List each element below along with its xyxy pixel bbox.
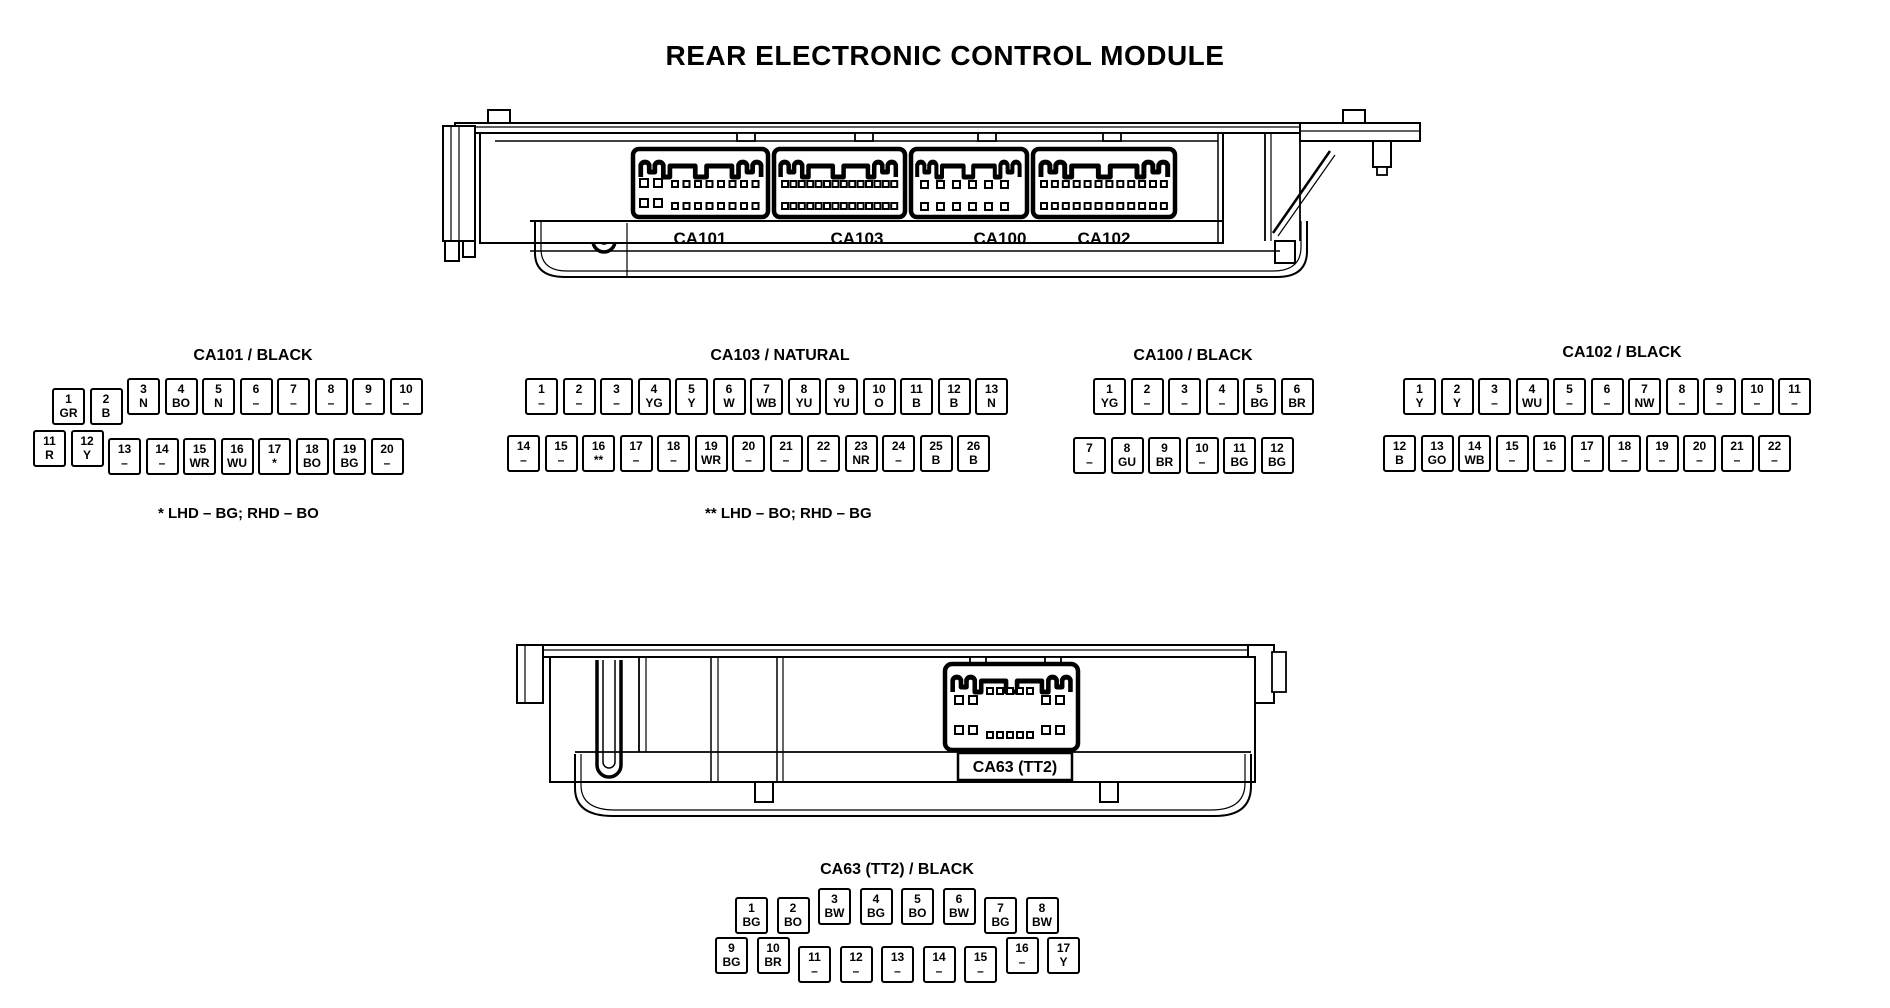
pin-15: 15 – bbox=[964, 946, 997, 983]
pin-20: 20 – bbox=[371, 438, 404, 475]
pin-10: 10 – bbox=[390, 378, 423, 415]
pin-14: 14 – bbox=[507, 435, 540, 472]
pin-20: 20 – bbox=[732, 435, 765, 472]
pin-7: 7 WB bbox=[750, 378, 783, 415]
ca101-row2 bbox=[33, 430, 404, 475]
label-ca100: CA100 bbox=[973, 229, 1027, 248]
pin-8: 8 – bbox=[1666, 378, 1699, 415]
pin-20: 20 – bbox=[1683, 435, 1716, 472]
pin-18: 18 – bbox=[1608, 435, 1641, 472]
pin-22: 22 – bbox=[807, 435, 840, 472]
pin-7: 7 – bbox=[1073, 437, 1106, 474]
pin-3: 3 BW bbox=[818, 888, 851, 925]
pin-2: 2 BO bbox=[777, 897, 810, 934]
pin-12: 12 Y bbox=[71, 430, 104, 467]
pin-4: 4 – bbox=[1206, 378, 1239, 415]
socket-ca101 bbox=[633, 149, 768, 217]
pin-5: 5 – bbox=[1553, 378, 1586, 415]
pin-12: 12 B bbox=[938, 378, 971, 415]
page-title: REAR ELECTRONIC CONTROL MODULE bbox=[665, 40, 1225, 71]
ca100-title: CA100 / BLACK bbox=[1133, 347, 1253, 364]
label-ca102: CA102 bbox=[1077, 229, 1131, 248]
mount-stub-right bbox=[1343, 110, 1365, 123]
pin-3: 3 – bbox=[1478, 378, 1511, 415]
pin-13: 13 – bbox=[108, 438, 141, 475]
pin-7: 7 NW bbox=[1628, 378, 1661, 415]
pin-18: 18 BO bbox=[296, 438, 329, 475]
label-ca103: CA103 bbox=[830, 229, 884, 248]
pin-22: 22 – bbox=[1758, 435, 1791, 472]
pin-6: 6 BR bbox=[1281, 378, 1314, 415]
ca63-row1 bbox=[735, 888, 1059, 934]
socket-ca63 bbox=[945, 664, 1078, 750]
pin-10: 10 BR bbox=[757, 937, 790, 974]
pin-4: 4 BG bbox=[860, 888, 893, 925]
pin-9: 9 – bbox=[352, 378, 385, 415]
ca63-title: CA63 (TT2) / BLACK bbox=[820, 861, 974, 878]
footnote-double-star: ** LHD – BO; RHD – BG bbox=[705, 505, 872, 522]
pin-14: 14 – bbox=[146, 438, 179, 475]
pin-24: 24 – bbox=[882, 435, 915, 472]
pin-18: 18 – bbox=[657, 435, 690, 472]
pin-9: 9 – bbox=[1703, 378, 1736, 415]
pin-1: 1 GR bbox=[52, 388, 85, 425]
pin-4: 4 BO bbox=[165, 378, 198, 415]
pin-3: 3 – bbox=[1168, 378, 1201, 415]
socket-ca103 bbox=[774, 149, 905, 217]
ca63-row2 bbox=[715, 937, 1080, 983]
pin-2: 2 – bbox=[563, 378, 596, 415]
ca100-row1 bbox=[1093, 378, 1314, 415]
ca102-title: CA102 / BLACK bbox=[1562, 344, 1682, 361]
socket-ca102 bbox=[1033, 149, 1175, 217]
pin-19: 19 – bbox=[1646, 435, 1679, 472]
pin-6: 6 – bbox=[240, 378, 273, 415]
pin-26: 26 B bbox=[957, 435, 990, 472]
socket-ca100 bbox=[911, 149, 1027, 217]
pin-11: 11 R bbox=[33, 430, 66, 467]
pin-8: 8 YU bbox=[788, 378, 821, 415]
pin-14: 14 – bbox=[923, 946, 956, 983]
pin-2: 2 B bbox=[90, 388, 123, 425]
ca103-row1 bbox=[525, 378, 1008, 415]
pin-8: 8 GU bbox=[1111, 437, 1144, 474]
label-ca101: CA101 bbox=[673, 229, 727, 248]
pin-2: 2 Y bbox=[1441, 378, 1474, 415]
pin-11: 11 – bbox=[798, 946, 831, 983]
pin-3: 3 N bbox=[127, 378, 160, 415]
pin-4: 4 YG bbox=[638, 378, 671, 415]
pin-1: 1 YG bbox=[1093, 378, 1126, 415]
pin-7: 7 – bbox=[277, 378, 310, 415]
pin-13: 13 GO bbox=[1421, 435, 1454, 472]
pin-12: 12 – bbox=[840, 946, 873, 983]
bottom-module-drawing bbox=[515, 630, 1295, 825]
pin-2: 2 – bbox=[1131, 378, 1164, 415]
pin-21: 21 – bbox=[770, 435, 803, 472]
pin-19: 19 WR bbox=[695, 435, 728, 472]
pin-14: 14 WB bbox=[1458, 435, 1491, 472]
label-ca63: CA63 (TT2) bbox=[972, 759, 1058, 776]
pin-6: 6 BW bbox=[943, 888, 976, 925]
pin-4: 4 WU bbox=[1516, 378, 1549, 415]
pin-12: 12 B bbox=[1383, 435, 1416, 472]
pin-7: 7 BG bbox=[984, 897, 1017, 934]
pin-16: 16 ** bbox=[582, 435, 615, 472]
pin-9: 9 BR bbox=[1148, 437, 1181, 474]
pin-9: 9 BG bbox=[715, 937, 748, 974]
pin-13: 13 N bbox=[975, 378, 1008, 415]
ca103-row2 bbox=[507, 435, 990, 472]
pin-1: 1 Y bbox=[1403, 378, 1436, 415]
pin-11: 11 B bbox=[900, 378, 933, 415]
pin-15: 15 – bbox=[545, 435, 578, 472]
pin-6: 6 W bbox=[713, 378, 746, 415]
pin-17: 17 * bbox=[258, 438, 291, 475]
ca101-title: CA101 / BLACK bbox=[193, 347, 313, 364]
pin-1: 1 BG bbox=[735, 897, 768, 934]
pin-10: 10 O bbox=[863, 378, 896, 415]
ca102-row2 bbox=[1383, 435, 1791, 472]
pin-5: 5 Y bbox=[675, 378, 708, 415]
pin-25: 25 B bbox=[920, 435, 953, 472]
pin-8: 8 – bbox=[315, 378, 348, 415]
pin-10: 10 – bbox=[1741, 378, 1774, 415]
pin-1: 1 – bbox=[525, 378, 558, 415]
pin-15: 15 – bbox=[1496, 435, 1529, 472]
pin-6: 6 – bbox=[1591, 378, 1624, 415]
pin-16: 16 – bbox=[1533, 435, 1566, 472]
pin-11: 11 – bbox=[1778, 378, 1811, 415]
pin-5: 5 N bbox=[202, 378, 235, 415]
footnote-single-star: * LHD – BG; RHD – BO bbox=[158, 505, 319, 522]
pin-9: 9 YU bbox=[825, 378, 858, 415]
pin-3: 3 – bbox=[600, 378, 633, 415]
pin-16: 16 WU bbox=[221, 438, 254, 475]
ca103-title: CA103 / NATURAL bbox=[710, 347, 850, 364]
pin-16: 16 – bbox=[1006, 937, 1039, 974]
pin-15: 15 WR bbox=[183, 438, 216, 475]
ca101-row1 bbox=[52, 378, 423, 425]
pin-11: 11 BG bbox=[1223, 437, 1256, 474]
pin-23: 23 NR bbox=[845, 435, 878, 472]
pin-5: 5 BO bbox=[901, 888, 934, 925]
ca102-row1 bbox=[1403, 378, 1811, 415]
mount-stub-left bbox=[488, 110, 510, 123]
pin-17: 17 Y bbox=[1047, 937, 1080, 974]
pin-17: 17 – bbox=[620, 435, 653, 472]
pin-12: 12 BG bbox=[1261, 437, 1294, 474]
pin-19: 19 BG bbox=[333, 438, 366, 475]
top-module-drawing bbox=[435, 93, 1435, 288]
pin-8: 8 BW bbox=[1026, 897, 1059, 934]
pin-5: 5 BG bbox=[1243, 378, 1276, 415]
ca100-row2 bbox=[1073, 437, 1294, 474]
pin-17: 17 – bbox=[1571, 435, 1604, 472]
pin-13: 13 – bbox=[881, 946, 914, 983]
pin-21: 21 – bbox=[1721, 435, 1754, 472]
pin-10: 10 – bbox=[1186, 437, 1219, 474]
